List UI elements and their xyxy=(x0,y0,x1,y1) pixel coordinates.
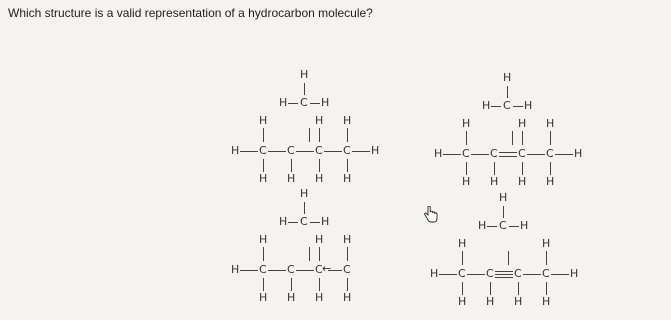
hydrogen-atom: H xyxy=(315,114,324,127)
carbon-atom: C xyxy=(486,267,494,280)
hydrogen-atom: H xyxy=(287,291,296,304)
hydrogen-atom: H xyxy=(315,172,324,185)
arrow-bond: ← xyxy=(322,262,332,275)
single-bond xyxy=(319,278,320,291)
single-bond xyxy=(550,162,551,175)
single-bond xyxy=(304,83,305,95)
carbon-atom: C xyxy=(499,219,507,232)
hydrogen-atom: H xyxy=(458,295,467,308)
single-bond xyxy=(522,162,523,175)
single-bond xyxy=(527,154,545,155)
single-bond xyxy=(439,274,457,275)
hydrogen-atom: H xyxy=(518,175,527,188)
hydrogen-atom: H xyxy=(542,237,551,250)
hydrogen-atom: H xyxy=(524,99,533,112)
hydrogen-atom: H xyxy=(430,267,439,280)
single-bond xyxy=(268,270,286,271)
hydrogen-atom: H xyxy=(321,215,330,228)
single-bond xyxy=(347,128,348,142)
hydrogen-atom: H xyxy=(287,172,296,185)
hydrogen-atom: H xyxy=(546,117,555,130)
single-bond xyxy=(546,282,547,295)
hydrogen-atom: H xyxy=(315,233,324,246)
carbon-atom: C xyxy=(287,263,295,276)
single-bond xyxy=(466,131,467,145)
hydrogen-atom: H xyxy=(520,219,529,232)
single-bond xyxy=(352,151,370,152)
single-bond xyxy=(319,159,320,172)
triple-bond xyxy=(495,274,513,275)
single-bond xyxy=(309,128,310,142)
hydrogen-atom: H xyxy=(570,267,579,280)
single-bond xyxy=(494,162,495,175)
carbon-atom: C xyxy=(315,263,323,276)
carbon-atom: C xyxy=(259,144,267,157)
carbon-atom: C xyxy=(343,263,351,276)
carbon-atom: C xyxy=(542,267,550,280)
single-bond xyxy=(487,226,497,227)
single-bond xyxy=(319,128,320,142)
hydrogen-atom: H xyxy=(462,117,471,130)
single-bond xyxy=(513,106,523,107)
single-bond xyxy=(471,154,489,155)
hand-pointer-icon xyxy=(423,206,439,224)
single-bond xyxy=(555,154,573,155)
carbon-atom: C xyxy=(458,267,466,280)
hydrogen-atom: H xyxy=(259,291,268,304)
single-bond xyxy=(263,247,264,261)
single-bond xyxy=(507,86,508,98)
single-bond xyxy=(522,131,523,145)
single-bond xyxy=(467,274,485,275)
single-bond xyxy=(347,247,348,261)
carbon-atom: C xyxy=(514,267,522,280)
single-bond xyxy=(291,159,292,172)
single-bond xyxy=(319,247,320,261)
single-bond xyxy=(296,151,314,152)
carbon-atom: C xyxy=(300,96,308,109)
hydrogen-atom: H xyxy=(503,71,512,84)
single-bond xyxy=(310,222,320,223)
hydrogen-atom: H xyxy=(343,291,352,304)
single-bond xyxy=(268,151,286,152)
hydrogen-atom: H xyxy=(315,291,324,304)
triple-bond xyxy=(495,271,513,272)
single-bond xyxy=(240,270,258,271)
single-bond xyxy=(240,151,258,152)
carbon-atom: C xyxy=(287,144,295,157)
carbon-atom: C xyxy=(490,147,498,160)
single-bond xyxy=(550,131,551,145)
hydrogen-atom: H xyxy=(542,295,551,308)
hydrogen-atom: H xyxy=(343,233,352,246)
hydrogen-atom: H xyxy=(434,147,443,160)
hydrogen-atom: H xyxy=(546,175,555,188)
triple-bond xyxy=(495,277,513,278)
hydrogen-atom: H xyxy=(343,114,352,127)
single-bond xyxy=(291,278,292,291)
single-bond xyxy=(512,131,513,145)
single-bond xyxy=(263,159,264,172)
hydrogen-atom: H xyxy=(279,96,288,109)
carbon-atom: C xyxy=(462,147,470,160)
hydrogen-atom: H xyxy=(482,99,491,112)
carbon-atom: C xyxy=(300,215,308,228)
hydrogen-atom: H xyxy=(259,114,268,127)
single-bond xyxy=(263,128,264,142)
hydrogen-atom: H xyxy=(259,172,268,185)
carbon-atom: C xyxy=(518,147,526,160)
single-bond xyxy=(263,278,264,291)
hydrogen-atom: H xyxy=(490,175,499,188)
single-bond xyxy=(310,103,320,104)
hydrogen-atom: H xyxy=(486,295,495,308)
hydrogen-atom: H xyxy=(231,144,240,157)
hydrogen-atom: H xyxy=(300,187,309,200)
hydrogen-atom: H xyxy=(321,96,330,109)
hydrogen-atom: H xyxy=(259,233,268,246)
single-bond xyxy=(508,251,509,265)
single-bond xyxy=(523,274,541,275)
carbon-atom: C xyxy=(259,263,267,276)
single-bond xyxy=(288,103,298,104)
single-bond xyxy=(546,251,547,265)
single-bond xyxy=(304,202,305,214)
hydrogen-atom: H xyxy=(478,219,487,232)
hydrogen-atom: H xyxy=(279,215,288,228)
hydrogen-atom: H xyxy=(458,237,467,250)
carbon-atom: C xyxy=(503,99,511,112)
single-bond xyxy=(491,106,501,107)
single-bond xyxy=(518,282,519,295)
hydrogen-atom: H xyxy=(231,263,240,276)
hydrogen-atom: H xyxy=(462,175,471,188)
double-bond xyxy=(499,156,517,157)
single-bond xyxy=(503,206,504,218)
carbon-atom: C xyxy=(546,147,554,160)
hydrogen-atom: H xyxy=(371,144,380,157)
single-bond xyxy=(509,226,519,227)
single-bond xyxy=(551,274,569,275)
single-bond xyxy=(309,247,310,261)
hydrogen-atom: H xyxy=(518,117,527,130)
single-bond xyxy=(347,159,348,172)
single-bond xyxy=(490,282,491,295)
question-text: Which structure is a valid representation of a hydrocarbon molecule? xyxy=(8,6,373,20)
single-bond xyxy=(462,251,463,265)
hydrogen-atom: H xyxy=(300,68,309,81)
single-bond xyxy=(324,151,342,152)
carbon-atom: C xyxy=(343,144,351,157)
single-bond xyxy=(443,154,461,155)
hydrogen-atom: H xyxy=(343,172,352,185)
single-bond xyxy=(296,270,314,271)
single-bond xyxy=(288,222,298,223)
double-bond xyxy=(499,152,517,153)
hydrogen-atom: H xyxy=(514,295,523,308)
single-bond xyxy=(347,278,348,291)
carbon-atom: C xyxy=(315,144,323,157)
single-bond xyxy=(466,162,467,175)
single-bond xyxy=(462,282,463,295)
hydrogen-atom: H xyxy=(499,191,508,204)
hydrogen-atom: H xyxy=(574,147,583,160)
